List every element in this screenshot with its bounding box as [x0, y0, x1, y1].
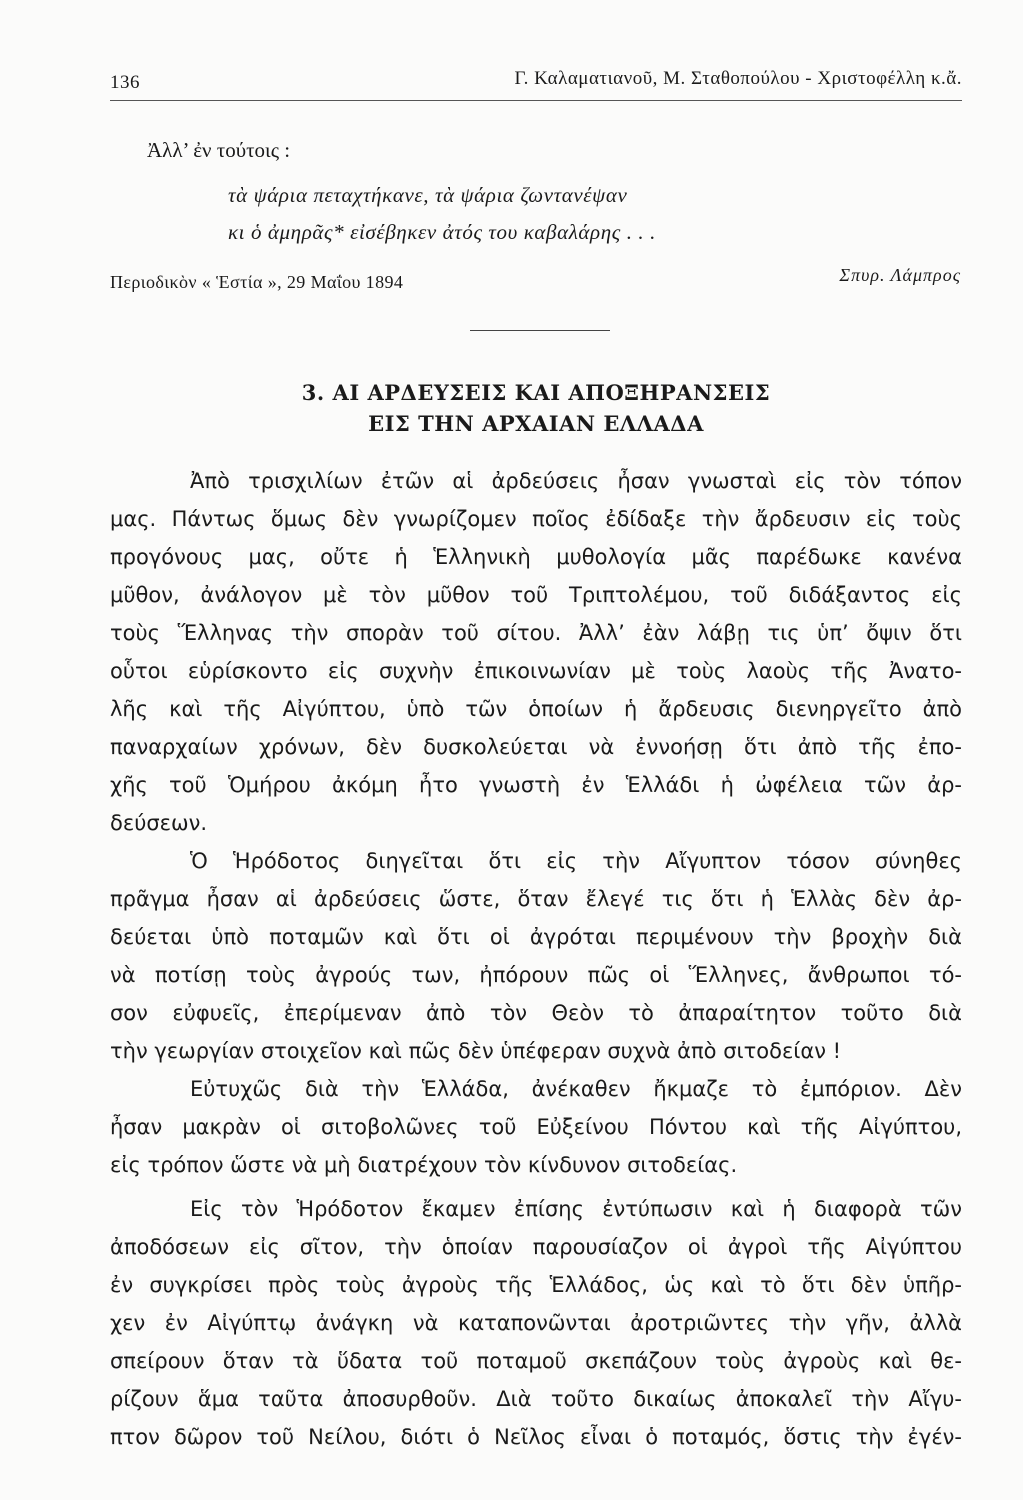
text-line: μας. Πάντως ὅμως δὲν γνωρίζομεν ποῖος ἐδίδαξε τὴν ἄρδευσιν εἰς τοὺς [110, 507, 962, 531]
author-signature: Σπυρ. Λάμπρος [839, 265, 961, 285]
text-line: Εἰς τὸν Ἡρόδοτον ἔκαμεν ἐπίσης ἐντύπωσιν καὶ ἡ διαφορὰ τῶν [190, 1197, 962, 1221]
text-line: χεν ἐν Αἰγύπτῳ ἀνάγκη νὰ καταπονῶνται ἀροτριῶντες τὴν γῆν, ἀλλὰ [110, 1311, 962, 1335]
text-line: πρᾶγμα ἦσαν αἱ ἀρδεύσεις ὥστε, ὅταν ἔλεγέ τις ὅτι ἡ Ἑλλὰς δὲν ἀρ- [110, 887, 962, 911]
section-divider [470, 330, 610, 331]
section-title: 3. ΑΙ ΑΡΔΕΥΣΕΙΣ ΚΑΙ ΑΠΟΞΗΡΑΝΣΕΙΣ [301, 380, 771, 405]
text-line: δεύεται ὑπὸ ποταμῶν καὶ ὅτι οἱ ἀγρόται περιμένουν τὴν βροχὴν διὰ [110, 925, 962, 949]
text-line: δεύσεων. [110, 811, 208, 835]
text-line: ἐν συγκρίσει πρὸς τοὺς ἀγροὺς τῆς Ἑλλάδος, ὡς καὶ τὸ ὅτι δὲν ὑπῆρ- [110, 1273, 962, 1297]
text-line: σπείρουν ὅταν τὰ ὕδατα τοῦ ποταμοῦ σκεπάζουν τοὺς ἀγροὺς καὶ θε- [110, 1349, 962, 1373]
running-head [110, 68, 962, 98]
intro-line: Ἀλλ’ ἐν τούτοις : [147, 138, 291, 162]
text-line: ἀποδόσεων εἰς σῖτον, τὴν ὁποίαν παρουσίαζον οἱ ἀγροὶ τῆς Αἰγύπτου [110, 1235, 962, 1259]
text-line: Εὐτυχῶς διὰ τὴν Ἑλλάδα, ἀνέκαθεν ἤκμαζε τὸ ἐμπόριον. Δὲν [190, 1077, 962, 1101]
verse-line: τὰ ψάρια πεταχτήκανε, τὰ ψάρια ζωντανέψαν [228, 183, 628, 207]
text-line: σον εὐφυεῖς, ἐπερίμεναν ἀπὸ τὸν Θεὸν τὸ ἀπαραίτητον τοῦτο διὰ [110, 1001, 962, 1025]
text-line: ἦσαν μακρὰν οἱ σιτοβολῶνες τοῦ Εὐξείνου Πόντου καὶ τῆς Αἰγύπτου, [110, 1115, 962, 1139]
header-rule [110, 100, 962, 101]
text-line: οὗτοι εὑρίσκοντο εἰς συχνὴν ἐπικοινωνίαν μὲ τοὺς λαοὺς τῆς Ἀνατο- [110, 659, 962, 683]
text-line: τοὺς Ἕλληνας τὴν σπορὰν τοῦ σίτου. Ἀλλ’ ἐὰν λάβῃ τις ὑπ’ ὄψιν ὅτι [110, 621, 962, 645]
text-line: χῆς τοῦ Ὁμήρου ἀκόμη ἦτο γνωστὴ ἐν Ἑλλάδι ἡ ὠφέλεια τῶν ἀρ- [110, 773, 962, 797]
page-number: 136 [110, 72, 140, 93]
verse-line: κι ὁ ἀμηρᾶς* εἰσέβηκεν ἀτός του καβαλάρης . . . [228, 220, 656, 244]
header-authors: Γ. Καλαματιανοῦ, Μ. Σταθοπούλου - Χριστοφέλλη κ.ἄ. [514, 68, 962, 89]
text-line: ρίζουν ἅμα ταῦτα ἀποσυρθοῦν. Διὰ τοῦτο δικαίως ἀποκαλεῖ τὴν Αἴγυ- [110, 1387, 962, 1411]
text-line: λῆς καὶ τῆς Αἰγύπτου, ὑπὸ τῶν ὁποίων ἡ ἄρδευσις διενηργεῖτο ἀπὸ [110, 697, 962, 721]
text-line: τὴν γεωργίαν στοιχεῖον καὶ πῶς δὲν ὑπέφεραν συχνὰ ἀπὸ σιτοδείαν ! [110, 1039, 842, 1063]
text-line: Ἀπὸ τρισχιλίων ἐτῶν αἱ ἀρδεύσεις ἦσαν γνωσταὶ εἰς τὸν τόπον [190, 469, 962, 493]
text-line: Ὁ Ἡρόδοτος διηγεῖται ὅτι εἰς τὴν Αἴγυπτον τόσον σύνηθες [190, 849, 962, 873]
body-text [110, 462, 962, 1456]
text-line: πτον δῶρον τοῦ Νείλου, διότι ὁ Νεῖλος εἶναι ὁ ποταμός, ὅστις τὴν ἐγέν- [110, 1425, 962, 1449]
text-line: προγόνους μας, οὔτε ἡ Ἑλληνικὴ μυθολογία μᾶς παρέδωκε κανένα [110, 545, 962, 569]
text-line: εἰς τρόπον ὥστε νὰ μὴ διατρέχουν τὸν κίνδυνον σιτοδείας. [110, 1153, 738, 1177]
text-line: παναρχαίων χρόνων, δὲν δυσκολεύεται νὰ ἐννοήσῃ ὅτι ἀπὸ τῆς ἐπο- [110, 735, 962, 759]
text-line: νὰ ποτίσῃ τοὺς ἀγρούς των, ἠπόρουν πῶς οἱ Ἕλληνες, ἄνθρωποι τό- [110, 963, 962, 987]
section-title-line2: ΕΙΣ ΤΗΝ ΑΡΧΑΙΑΝ ΕΛΛΑΔΑ [368, 411, 704, 436]
source-citation: Περιοδικὸν « Ἑστία », 29 Μαΐου 1894 [110, 272, 404, 292]
text-line: μῦθον, ἀνάλογον μὲ τὸν μῦθον τοῦ Τριπτολέμου, τοῦ διδάξαντος εἰς [110, 583, 962, 607]
